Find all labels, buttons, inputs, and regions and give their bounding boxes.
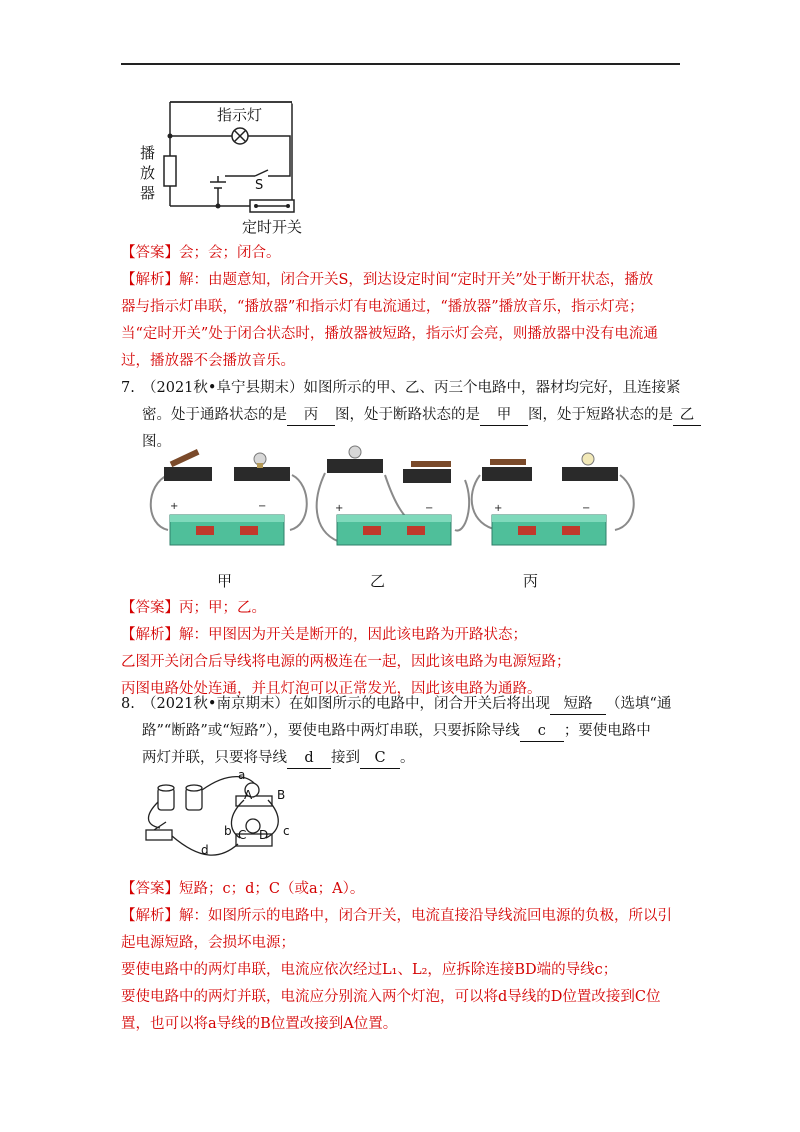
caption-yi: 乙 [370, 572, 386, 590]
fig-label-d: d [201, 843, 209, 857]
circuit-photo-c [470, 445, 640, 560]
q7-analysis-line-1: 【解析】解：甲图因为开关是断开的，因此该电路为开路状态； [121, 627, 527, 643]
q8-analysis-line-2: 起电源短路，会损坏电源； [121, 935, 295, 951]
q8-analysis-line-1: 【解析】解：如图所示的电路中，闭合开关，电流直接沿导线流回电源的负极，所以引 [121, 908, 672, 924]
q8-answer: 【答案】短路；c；d；C（或a；A）。 [121, 881, 365, 897]
q8-stem-line-1: （2021秋•南京期末）在如图所示的电路中，闭合开关后将出现 短路 （选填“通 [142, 694, 671, 715]
label-timer-switch: 定时开关 [242, 218, 303, 236]
q8-blank-4: C [360, 748, 400, 769]
fig-label-B: B [277, 788, 286, 802]
q7-analysis-line-3: 丙图电路处处连通，并且灯泡可以正常发光，因此该电路为通路。 [121, 681, 542, 697]
svg-text:+: + [170, 501, 179, 512]
q7-stem-line-1: （2021秋•阜宁县期末）如图所示的甲、乙、丙三个电路中，器材均完好，且连接紧 [142, 380, 681, 396]
q8-blank-2: c [520, 721, 564, 742]
q7-analysis-line-2: 乙图开关闭合后导线将电源的两极连在一起，因此该电路为电源短路； [121, 654, 571, 670]
fig-label-b: b [224, 824, 232, 838]
q8-blank-3: d [287, 748, 331, 769]
q8-stem-line-2: 路”“断路”或“短路”），要使电路中两灯串联，只要拆除导线 c ；要使电路中 [142, 721, 651, 742]
q6-analysis-line-3: 当“定时开关”处于闭合状态时，播放器被短路，指示灯会亮，则播放器中没有电流通 [121, 326, 658, 342]
fig-label-c: c [283, 824, 290, 838]
caption-jia: 甲 [217, 572, 233, 590]
fig-label-A: A [244, 788, 253, 802]
q7-blank-3: 乙 [673, 405, 701, 426]
q6-analysis-line-4: 过，播放器不会播放音乐。 [121, 353, 295, 369]
label-player: 播放器 [140, 144, 156, 202]
q7-answer: 【答案】丙；甲；乙。 [121, 600, 266, 616]
q7-stem-line-2: 密。处于通路状态的是 丙 图，处于断路状态的是 甲 图，处于短路状态的是 乙 [142, 405, 701, 426]
svg-text:−: − [425, 503, 434, 514]
q7-blank-1: 丙 [287, 405, 335, 426]
q6-analysis-line-2: 器与指示灯串联，“播放器”和指示灯有电流通过，“播放器”播放音乐，指示灯亮； [121, 299, 644, 315]
circuit-photo-b [315, 445, 475, 560]
fig-label-D: D [259, 828, 269, 842]
label-indicator-light: 指示灯 [217, 106, 263, 124]
svg-text:−: − [258, 501, 267, 512]
q8-number: 8. [121, 696, 135, 712]
circuit-sketch-two-lamps [140, 770, 310, 870]
q8-analysis-line-3: 要使电路中的两灯串联，电流应依次经过L₁、L₂，应拆除连接BD端的导线c； [121, 962, 618, 978]
svg-text:+: + [335, 503, 344, 514]
q6-analysis-line-1: 【解析】解：由题意知，闭合开关S，到达设定时间“定时开关”处于断开状态，播放 [121, 272, 654, 288]
svg-text:−: − [582, 503, 591, 514]
q7-number: 7. [121, 380, 135, 396]
q7-stem-line-3: 图。 [142, 434, 171, 450]
q8-analysis-line-4: 要使电路中的两灯并联，电流应分别流入两个灯泡，可以将d导线的D位置改接到C位 [121, 989, 661, 1005]
fig-label-a: a [238, 768, 246, 782]
q6-answer: 【答案】会；会；闭合。 [121, 245, 281, 261]
label-switch-s: S [255, 178, 264, 193]
caption-bing: 丙 [523, 572, 539, 590]
q8-analysis-line-5: 置，也可以将a导线的B位置改接到A位置。 [121, 1016, 398, 1032]
svg-text:+: + [494, 503, 503, 514]
q7-blank-2: 甲 [480, 405, 528, 426]
header-rule [121, 63, 680, 65]
q8-blank-1: 短路 [550, 694, 606, 715]
fig-label-C: C [238, 828, 247, 842]
q8-stem-line-3: 两灯并联，只要将导线 d 接到 C 。 [142, 748, 415, 769]
